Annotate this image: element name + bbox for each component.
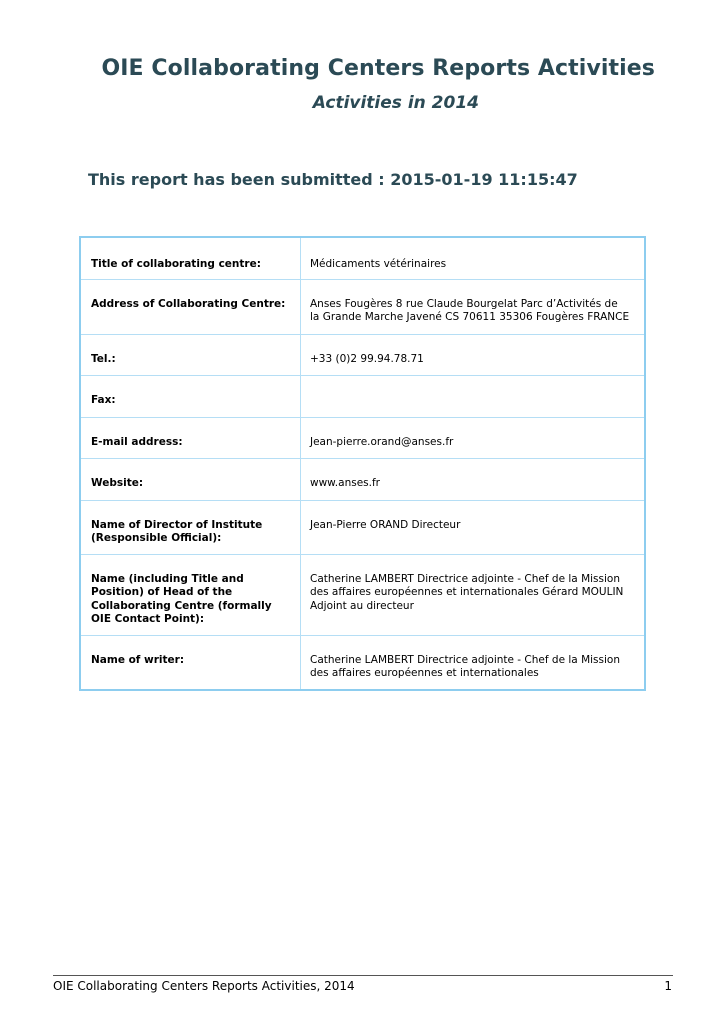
table-row [80, 417, 645, 458]
value-text: Jean-Pierre ORAND Directeur [310, 518, 461, 531]
value-text: +33 (0)2 99.94.78.71 [310, 352, 424, 365]
row-label [80, 417, 301, 458]
row-label [80, 375, 301, 417]
label-text: Title of collaborating centre: [91, 258, 261, 270]
table-row [80, 500, 645, 554]
page-title: OIE Collaborating Centers Reports Activities [101, 56, 655, 81]
value-text: Catherine LAMBERT Directrice adjointe - Chef de la Mission des affaires européennes et internationales [310, 653, 620, 679]
row-label [80, 279, 301, 334]
value-text: Jean-pierre.orand@anses.fr [310, 435, 454, 448]
submission-status: This report has been submitted : 2015-01-19 11:15:47 [88, 170, 578, 189]
footer-title: OIE Collaborating Centers Reports Activities, 2014 [53, 979, 355, 993]
table-row [80, 635, 645, 690]
label-text: Website: [91, 476, 144, 489]
footer-divider [53, 975, 673, 976]
value-text: Catherine LAMBERT Directrice adjointe - Chef de la Mission des affaires européennes et internationales Gérard MOULIN Adjoint au directeur [310, 572, 624, 612]
table-row [80, 279, 645, 334]
row-label [80, 334, 301, 375]
label-text: Address of Collaborating Centre: [91, 297, 286, 310]
label-text: Fax: [91, 393, 116, 406]
row-value [301, 375, 646, 417]
row-label [80, 554, 301, 635]
label-text: Name of Director of Institute (Responsible Official): [91, 518, 263, 544]
value-text [310, 376, 630, 394]
row-value [301, 458, 646, 500]
row-value [301, 237, 646, 279]
value-text: Anses Fougères 8 rue Claude Bourgelat Parc d’Activités de la Grande Marche Javené CS 70611 35306 Fougères FRANCE [310, 297, 630, 323]
row-label [80, 635, 301, 690]
row-value [301, 279, 646, 334]
row-value [301, 334, 646, 375]
table-row [80, 554, 645, 635]
row-label [80, 500, 301, 554]
table-row [80, 375, 645, 417]
page-number: 1 [664, 979, 672, 993]
row-value [301, 417, 646, 458]
page-subtitle: Activities in 2014 [312, 93, 479, 113]
table-row [80, 458, 645, 500]
value-text: Médicaments vétérinaires [310, 258, 447, 270]
row-value [301, 554, 646, 635]
row-value [301, 635, 646, 690]
table-row [80, 237, 645, 279]
table-row [80, 334, 645, 375]
label-text: Name of writer: [91, 653, 185, 666]
row-label [80, 237, 301, 279]
label-text: Tel.: [91, 352, 116, 365]
value-text: www.anses.fr [310, 476, 380, 489]
row-label [80, 458, 301, 500]
row-value [301, 500, 646, 554]
label-text: Name (including Title and Position) of Head of the Collaborating Centre (formally OIE Contact Point): [91, 572, 272, 625]
label-text: E-mail address: [91, 435, 183, 448]
centre-info-table [79, 236, 646, 691]
